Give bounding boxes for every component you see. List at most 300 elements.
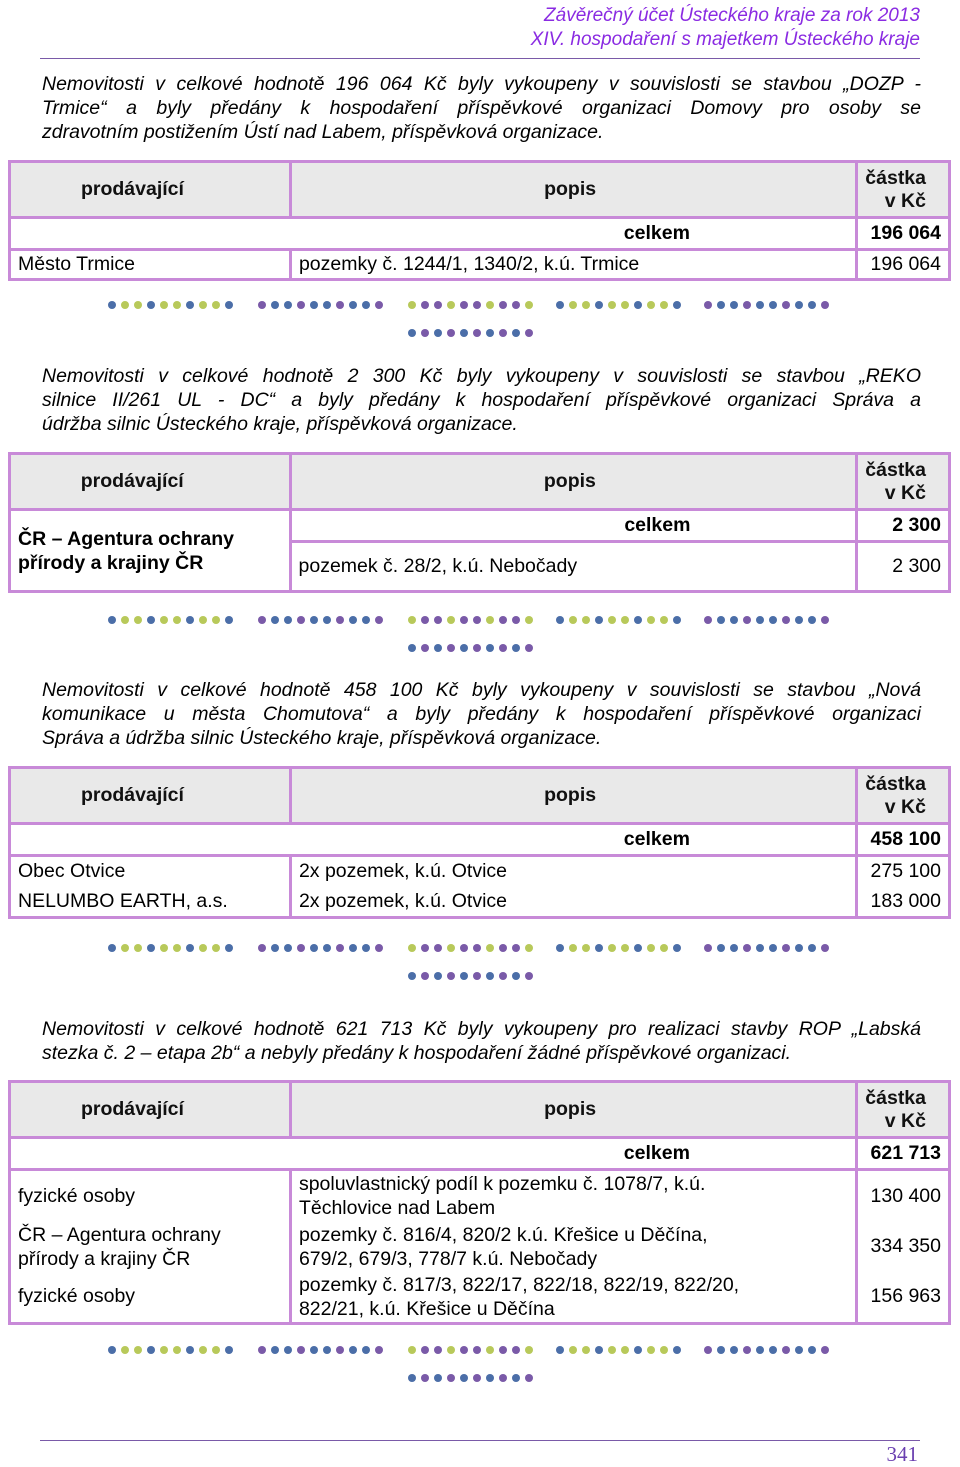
amount-cell: 2 300 [857,542,950,592]
paragraph-line: Nemovitosti v celkové hodnotě 196 064 Kč byly vykoupeny v souvislosti se stavbou „DOZP - [42,73,921,95]
ornament-dot [769,301,777,309]
ornament-dot [225,944,233,952]
ornament-dot [525,944,533,952]
ornament-dot [160,616,168,624]
ornament-dot [717,1346,725,1354]
col-desc-header: popis [290,162,856,218]
ornament-dot [512,972,520,980]
ornament-dot [408,1346,416,1354]
ornament-dot [743,616,751,624]
ornament-dot [447,1346,455,1354]
ornament-dot [447,944,455,952]
ornament-dot [499,301,507,309]
amount-cell: 130 400 [870,1184,941,1207]
ornament-dot [743,301,751,309]
ornament-dot [375,944,383,952]
ornament-dot [486,1374,494,1382]
ornament-dot [186,1346,194,1354]
ornament-dot [447,616,455,624]
ornament-dot [582,301,590,309]
total-label: celkem [290,1138,856,1170]
ornament-dot [769,944,777,952]
ornament-dot [512,616,520,624]
desc-line: 679/2, 679/3, 778/7 k.ú. Nebočady [298,1247,598,1270]
ornament-dot [160,301,168,309]
ornament-dot [323,616,331,624]
ornament-dot [608,616,616,624]
ornament-dot [297,616,305,624]
ornament-dot [556,944,564,952]
col-desc-header: popis [290,454,857,510]
page-number: 341 [886,1442,918,1466]
ornament-dot [460,616,468,624]
ornament-dot [512,1374,520,1382]
ornament-dot [134,616,142,624]
ornament-dot [421,301,429,309]
ornament-dot [186,944,194,952]
table-header-row [10,768,950,824]
ornament-dot [486,972,494,980]
ornament-dot [447,329,455,337]
ornament-dot [421,944,429,952]
ornament-dot [349,616,357,624]
total-label: celkem [290,218,856,250]
ornament-dot [660,944,668,952]
ornament-dot [434,301,442,309]
ornament-dot [730,1346,738,1354]
ornament-dot [512,329,520,337]
section-1-table [8,160,951,281]
ornament-dot [499,644,507,652]
paragraph-line: zdravotním postižením Ústí nad Labem, příspěvková organizace. [42,121,604,143]
ornament-dot [634,1346,642,1354]
ornament-dot [147,301,155,309]
paragraph-line: Správa a údržba silnic Ústeckého kraje, příspěvková organizace. [42,727,602,749]
ornament-dot [673,301,681,309]
ornament-dot [108,944,116,952]
ornament-dot [647,301,655,309]
table-row [10,1170,950,1222]
ornament-dot [362,616,370,624]
ornament-dot [212,616,220,624]
ornament-dot [460,301,468,309]
col-amount-header: částka v Kč [857,454,950,510]
ornament-dot [134,301,142,309]
ornament-dot [660,1346,668,1354]
ornament-dot [499,329,507,337]
table-total-row [10,218,950,250]
ornament-dot [486,644,494,652]
ornament-dot [473,944,481,952]
ornament-dot [582,1346,590,1354]
ornament-dot [647,1346,655,1354]
ornament-dot [349,301,357,309]
ornament-dot [421,329,429,337]
ornament-dot [225,301,233,309]
ornament-dot [323,1346,331,1354]
ornament-dot [173,301,181,309]
ornament-dot [212,301,220,309]
total-amount: 458 100 [857,824,950,856]
seller-cell [10,510,291,592]
ornament-dot [225,1346,233,1354]
ornament-dot [499,1346,507,1354]
ornament-dot [782,616,790,624]
seller-line: přírody a krajiny ČR [18,1247,191,1270]
running-header [531,4,920,52]
ornament-dot [336,616,344,624]
ornament-dot [447,972,455,980]
desc-line: spoluvlastnický podíl k pozemku č. 1078/7, k.ú. [298,1173,706,1196]
col-amount-header: částka v Kč [857,768,950,824]
ornament-dot [212,944,220,952]
ornament-dot [499,972,507,980]
ornament-dot [447,301,455,309]
ornament-dot [310,616,318,624]
ornament-dot [421,616,429,624]
ornament-dot [434,616,442,624]
ornament-dot [621,301,629,309]
ornament-dot [447,1374,455,1382]
ornament-dot [173,1346,181,1354]
desc-cell: pozemky č. 1244/1, 1340/2, k.ú. Trmice [290,250,856,280]
ornament-dot [108,616,116,624]
ornament-dot [756,1346,764,1354]
ornament-dot [134,944,142,952]
ornament-dot [717,616,725,624]
amount-cell: 156 963 [857,1272,950,1324]
ornament-dot [499,944,507,952]
seller-line: ČR – Agentura ochrany [18,527,234,550]
ornament-dot [486,616,494,624]
ornament-dot [486,1346,494,1354]
ornament-dot [408,944,416,952]
amount-cell: 275 100 [870,860,941,883]
ornament-dot [486,301,494,309]
ornament-dot [447,644,455,652]
col-seller-header: prodávající [10,454,291,510]
ornament-dot [525,1374,533,1382]
ornament-dot [421,1374,429,1382]
section-4-paragraph [42,1017,921,1065]
ornament-dot [186,301,194,309]
ornament-dot [512,644,520,652]
ornament-dot [408,301,416,309]
total-amount: 196 064 [857,218,950,250]
ornament-dot [756,944,764,952]
ornament-dot [199,1346,207,1354]
ornament-dot [486,329,494,337]
ornament-dot [556,1346,564,1354]
ornament-dot [473,644,481,652]
ornament-dot [421,644,429,652]
ornament-dot [271,301,279,309]
paragraph-line: Trmice“ a byly předány k hospodaření příspěvkové organizaci Domovy pro osoby se [42,97,921,119]
ornament-dot [349,1346,357,1354]
ornament-dot [199,616,207,624]
section-2-paragraph [42,364,921,436]
footer-divider [40,1440,920,1441]
table-header-row [10,162,950,218]
ornament-dot [323,301,331,309]
ornament-dot [160,1346,168,1354]
table-row [10,887,950,918]
paragraph-line: Nemovitosti v celkové hodnotě 621 713 Kč byly vykoupeny pro realizaci stavby ROP „Labská [42,1018,921,1040]
ornament-dot [608,1346,616,1354]
ornament-dot [634,301,642,309]
ornament-dot [621,616,629,624]
total-label: celkem [290,510,857,542]
desc-line: Těchlovice nad Labem [298,1197,496,1220]
section-3-table [8,766,951,919]
ornament-dot [160,944,168,952]
seller-line: přírody a krajiny ČR [18,551,204,574]
ornament-dot [258,616,266,624]
ornament-dot [121,1346,129,1354]
ornament-dot [673,1346,681,1354]
ornament-dot [582,616,590,624]
ornament-dot [525,329,533,337]
header-line-2: XIV. hospodaření s majetkem Ústeckého kraje [530,29,920,50]
ornament-dot [460,944,468,952]
table-total-row [10,1138,950,1170]
ornament-dot [717,301,725,309]
ornament-dot [473,972,481,980]
ornament-dot [173,616,181,624]
ornament-dot [199,301,207,309]
ornament-dot [634,616,642,624]
section-4-table [8,1080,951,1325]
seller-cell: fyzické osoby [10,1170,291,1222]
ornament-dot [408,616,416,624]
ornament-dot [808,616,816,624]
ornament-dot [756,616,764,624]
total-amount: 621 713 [857,1138,950,1170]
ornament-dot [271,616,279,624]
section-2-table [8,452,951,593]
ornament-dot [375,301,383,309]
ornament-dot [434,972,442,980]
col-seller-header: prodávající [10,1082,291,1138]
table-header-row [10,1082,950,1138]
table-header-row [10,454,950,510]
ornament-dot [434,944,442,952]
total-amount: 2 300 [857,510,950,542]
ornament-dot [134,1346,142,1354]
ornament-dot [595,1346,603,1354]
ornament-dot [556,301,564,309]
ornament-dot [512,301,520,309]
ornament-dot [556,616,564,624]
table-row [10,856,950,887]
desc-line: pozemky č. 817/3, 822/17, 822/18, 822/19, 822/20, [298,1273,740,1296]
ornament-dot [408,972,416,980]
ornament-dot [271,1346,279,1354]
ornament-dot [375,1346,383,1354]
ornament-dot [434,329,442,337]
paragraph-line: silnice II/261 UL - DC“ a byly předány k hospodaření příspěvkové organizaci Správa a [42,389,921,411]
ornament-dot [310,301,318,309]
ornament-dot [258,944,266,952]
ornament-dot [704,1346,712,1354]
amount-cell: 334 350 [870,1235,941,1257]
seller-cell: Obec Otvice [10,856,291,887]
ornament-dot [460,329,468,337]
ornament-dot [310,944,318,952]
seller-cell: NELUMBO EARTH, a.s. [10,887,291,918]
ornament-dot [460,1346,468,1354]
paragraph-line: Nemovitosti v celkové hodnotě 2 300 Kč byly vykoupeny v souvislosti se stavbou „REKO [42,365,921,387]
ornament-dot [730,944,738,952]
ornament-dot [473,1346,481,1354]
ornament-dot [512,1346,520,1354]
ornament-dot [525,616,533,624]
ornament-dot [795,944,803,952]
table-total-row [10,824,950,856]
paragraph-line: údržba silnic Ústeckého kraje, příspěvková organizace. [42,413,518,435]
ornament-dot [717,944,725,952]
ornament-dot [795,1346,803,1354]
ornament-dot [704,616,712,624]
ornament-dot [336,301,344,309]
header-line-1: Závěrečný účet Ústeckého kraje za rok 2013 [544,5,920,26]
ornament-dot [608,301,616,309]
ornament-dot [473,301,481,309]
ornament-dot [434,1374,442,1382]
ornament-dot [147,944,155,952]
amount-cell: 196 064 [857,250,950,280]
col-amount-header: částka v Kč [857,1082,950,1138]
ornament-dot [460,644,468,652]
ornament-dot [408,644,416,652]
col-desc-header: popis [290,1082,856,1138]
ornament-dot [225,616,233,624]
ornament-divider [0,610,960,670]
ornament-dot [808,944,816,952]
ornament-dot [473,616,481,624]
seller-cell [10,1222,291,1272]
ornament-dot [525,1346,533,1354]
ornament-dot [473,1374,481,1382]
ornament-dot [284,616,292,624]
ornament-dot [743,944,751,952]
ornament-dot [608,944,616,952]
total-label: celkem [290,824,856,856]
ornament-dot [730,301,738,309]
ornament-dot [525,644,533,652]
ornament-dot [769,616,777,624]
table-row [10,1222,950,1272]
ornament-dot [821,616,829,624]
ornament-dot [258,301,266,309]
ornament-dot [297,1346,305,1354]
ornament-dot [525,972,533,980]
ornament-dot [595,301,603,309]
ornament-dot [821,944,829,952]
ornament-dot [486,944,494,952]
paragraph-line: Nemovitosti v celkové hodnotě 458 100 Kč byly vykoupeny v souvislosti se stavbou „Nová [42,679,921,701]
ornament-dot [362,301,370,309]
ornament-dot [769,1346,777,1354]
col-amount-header: částka v Kč [857,162,950,218]
ornament-dot [362,944,370,952]
ornament-dot [730,616,738,624]
ornament-dot [821,301,829,309]
ornament-dot [595,944,603,952]
ornament-dot [375,616,383,624]
paragraph-line: stezka č. 2 – etapa 2b“ a nebyly předány k hospodaření žádné příspěvkové organizaci. [42,1042,792,1064]
ornament-dot [743,1346,751,1354]
seller-cell: Město Trmice [10,250,291,280]
col-seller-header: prodávající [10,162,291,218]
ornament-divider [0,938,960,998]
ornament-dot [258,1346,266,1354]
ornament-dot [173,944,181,952]
ornament-dot [349,944,357,952]
ornament-dot [108,1346,116,1354]
desc-cell: 2x pozemek, k.ú. Otvice [290,887,856,918]
ornament-dot [336,944,344,952]
ornament-dot [460,1374,468,1382]
ornament-dot [660,301,668,309]
amount-cell: 183 000 [857,887,950,918]
ornament-dot [673,944,681,952]
paragraph-line: komunikace u města Chomutova“ a byly předány k hospodaření příspěvkové organizaci [42,703,921,725]
ornament-dot [186,616,194,624]
ornament-dot [795,616,803,624]
ornament-dot [782,1346,790,1354]
ornament-divider [0,295,960,355]
ornament-dot [271,944,279,952]
ornament-dot [569,1346,577,1354]
desc-line: pozemky č. 816/4, 820/2 k.ú. Křešice u Děčína, [298,1223,708,1246]
desc-cell [290,1272,856,1324]
ornament-dot [297,301,305,309]
header-divider [40,58,920,59]
ornament-dot [408,1374,416,1382]
seller-line: ČR – Agentura ochrany [18,1223,221,1246]
ornament-dot [782,944,790,952]
desc-cell: pozemek č. 28/2, k.ú. Nebočady [290,542,857,592]
ornament-dot [569,616,577,624]
ornament-dot [147,616,155,624]
ornament-dot [647,616,655,624]
ornament-dot [310,1346,318,1354]
table-total-row [10,510,950,542]
ornament-dot [421,972,429,980]
ornament-dot [284,301,292,309]
ornament-dot [634,944,642,952]
ornament-dot [704,944,712,952]
desc-cell [290,1170,856,1222]
ornament-dot [108,301,116,309]
ornament-dot [284,1346,292,1354]
ornament-dot [525,301,533,309]
ornament-dot [647,944,655,952]
desc-cell: 2x pozemek, k.ú. Otvice [290,856,856,887]
ornament-dot [297,944,305,952]
ornament-dot [795,301,803,309]
ornament-dot [121,301,129,309]
table-row [10,250,950,280]
ornament-dot [473,329,481,337]
ornament-dot [808,1346,816,1354]
ornament-dot [362,1346,370,1354]
ornament-dot [569,301,577,309]
ornament-dot [434,1346,442,1354]
col-seller-header: prodávající [10,768,291,824]
table-row [10,1272,950,1324]
